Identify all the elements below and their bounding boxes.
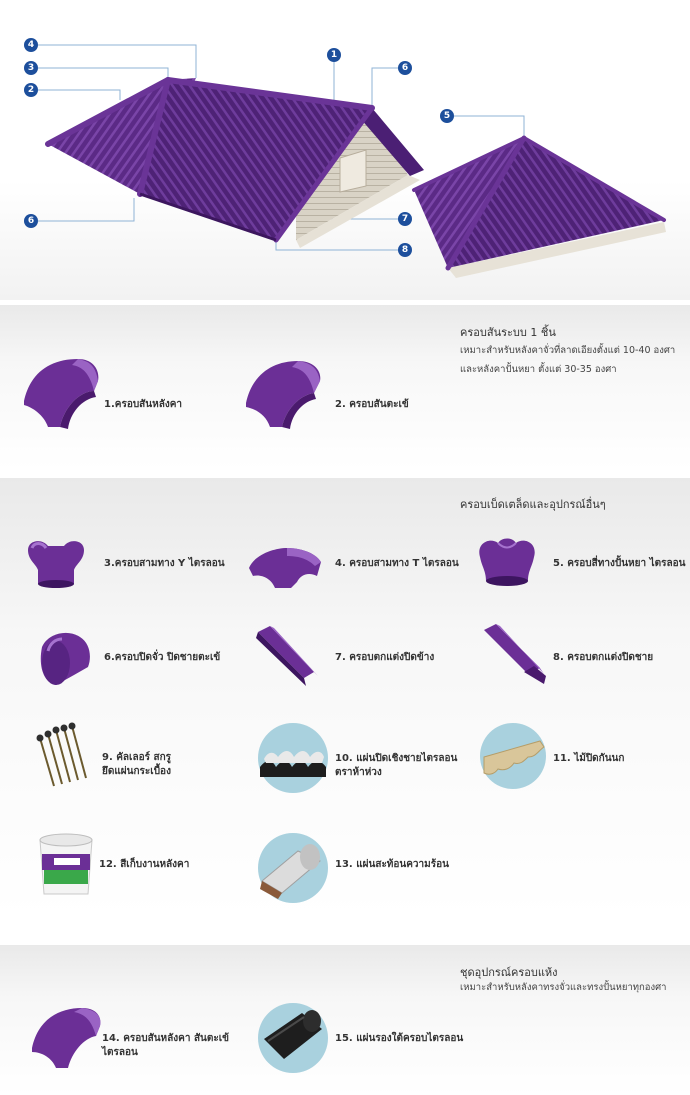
end-trim-tile-icon	[478, 622, 548, 688]
eave-closure-icon	[258, 723, 328, 793]
item-11-label: 11. ไม้ปิดกันนก	[553, 753, 625, 764]
item-14-label: 14. ครอบสันหลังคา สันตะเข้	[102, 1033, 229, 1044]
section2-background	[0, 478, 690, 918]
hip-four-way-tile-icon	[474, 535, 540, 591]
badge-2: 2	[24, 83, 38, 97]
badge-7: 7	[398, 212, 412, 226]
section2-title: ครอบเบ็ดเตล็ดและอุปกรณ์อื่นๆ	[460, 498, 606, 511]
roof-paint-bucket-icon	[34, 830, 98, 900]
badge-8: 8	[398, 243, 412, 257]
item-14-label-2: ไตรลอน	[102, 1047, 138, 1058]
item-6-label: 6.ครอบปิดจั่ว ปิดชายตะเข้	[104, 652, 221, 663]
color-screw-icon	[32, 722, 94, 790]
section1-subtitle-2: และหลังคาปั้นหยา ตั้งแต่ 30-35 องศา	[460, 364, 617, 375]
roof-diagram	[0, 0, 690, 300]
item-13-label: 13. แผ่นสะท้อนความร้อน	[335, 859, 449, 870]
item-2-label: 2. ครอบสันตะเข้	[335, 399, 409, 410]
section3-subtitle: เหมาะสำหรับหลังคาทรงจั่วและทรงปั้นหยาทุกองศา	[460, 982, 667, 993]
ridge-tile-icon	[20, 353, 102, 431]
house-left	[48, 78, 424, 248]
section1-background	[0, 305, 690, 470]
side-trim-tile-icon	[252, 624, 322, 690]
item-10-label-2: ตราห้าห่วง	[335, 767, 382, 778]
y-three-way-tile-icon	[24, 536, 88, 588]
item-8-label: 8. ครอบตกแต่งปิดชาย	[553, 652, 654, 663]
item-3-label: 3.ครอบสามทาง Y ไตรลอน	[104, 558, 225, 569]
section1-title: ครอบสันระบบ 1 ชิ้น	[460, 326, 556, 339]
item-7-label: 7. ครอบตกแต่งปิดข้าง	[335, 652, 435, 663]
underlay-sheet-icon	[258, 1003, 328, 1073]
section1-subtitle-1: เหมาะสำหรับหลังคาจั่วที่ลาดเอียงตั้งแต่ 10-40 องศา	[460, 345, 676, 356]
badge-1: 1	[327, 48, 341, 62]
item-10-label: 10. แผ่นปิดเชิงชายไตรลอน	[335, 753, 458, 764]
item-9-label: 9. คัลเลอร์ สกรู	[102, 752, 171, 763]
badge-6: 6	[24, 214, 38, 228]
badge-6b: 6	[398, 61, 412, 75]
section3-title: ชุดอุปกรณ์ครอบแห้ง	[460, 966, 558, 979]
item-1-label: 1.ครอบสันหลังคา	[104, 399, 183, 410]
item-15-label: 15. แผ่นรองใต้ครอบไตรลอน	[335, 1033, 464, 1044]
t-three-way-tile-icon	[245, 542, 325, 592]
item-4-label: 4. ครอบสามทาง T ไตรลอน	[335, 558, 459, 569]
badge-4: 4	[24, 38, 38, 52]
bird-stop-icon	[480, 723, 546, 789]
badge-5: 5	[440, 109, 454, 123]
badge-3: 3	[24, 61, 38, 75]
hip-tile-icon	[242, 353, 324, 431]
house-right	[414, 138, 666, 278]
heat-reflective-sheet-icon	[258, 833, 328, 903]
item-9-label-2: ยึดแผ่นกระเบื้อง	[102, 766, 171, 777]
item-12-label: 12. สีเก็บงานหลังคา	[99, 859, 190, 870]
item-5-label: 5. ครอบสี่ทางปั้นหยา ไตรลอน	[553, 558, 686, 569]
gable-end-cap-icon	[34, 627, 94, 689]
dry-ridge-tile-icon	[28, 1000, 104, 1070]
